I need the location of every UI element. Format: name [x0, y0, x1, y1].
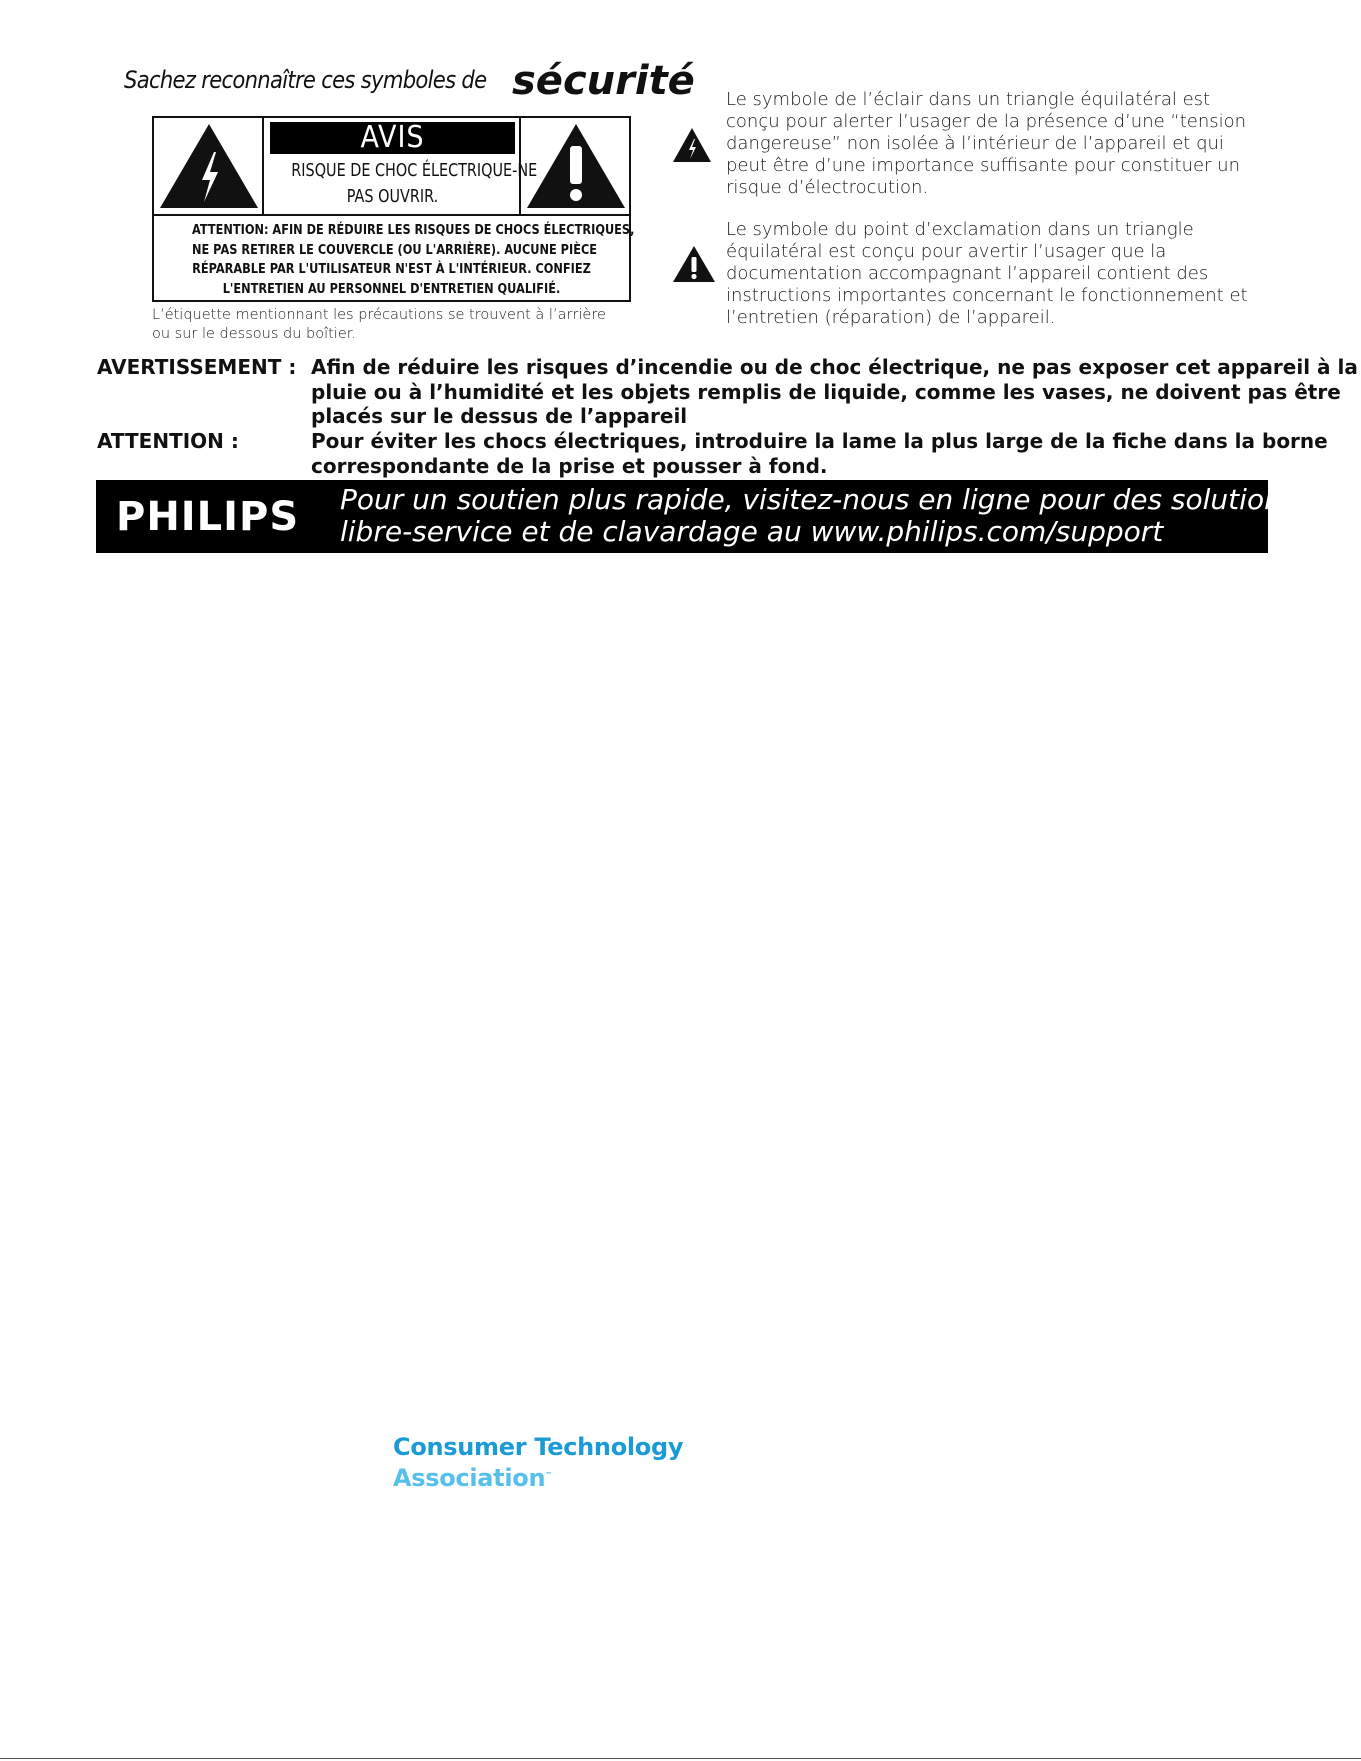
cta-logo-line2-text: Association [393, 1464, 546, 1492]
symbol-text-line: instructions importantes concernant le fonctionnement et [726, 285, 1248, 306]
safety-symbols-heading [124, 58, 695, 104]
lightning-triangle-icon [672, 127, 712, 163]
avis-subtitle-line: PAS OUVRIR. [346, 186, 439, 207]
label-caption [152, 306, 652, 344]
warning-text [311, 355, 1358, 429]
avis-title: AVIS [270, 122, 515, 154]
symbol-text-line: dangereuse” non isolée à l’intérieur de l’appareil et qui [726, 133, 1224, 154]
exclamation-triangle-icon [672, 245, 716, 283]
warning-line: pluie ou à l’humidité et les objets remplis de liquide, comme les vases, ne doivent pas être [311, 379, 1341, 404]
avis-subtitle [291, 158, 538, 210]
philips-logo: PHILIPS [116, 494, 300, 540]
warning-key: ATTENTION : [97, 429, 239, 453]
symbol-text-line: l’entretien (réparation) de l’appareil. [726, 307, 1056, 328]
caution-label [152, 116, 635, 302]
warning-line: correspondante de la prise et pousser à fond. [311, 453, 828, 478]
caption-line: L’étiquette mentionnant les précautions se trouvent à l’arrière [152, 307, 606, 323]
heading-emphasis: sécurité [512, 58, 695, 104]
attention-line: RÉPARABLE PAR L'UTILISATEUR N'EST À L'INTÉRIEUR. CONFIEZ [192, 261, 591, 277]
symbol-text-line: Le symbole de l’éclair dans un triangle équilatéral est [726, 89, 1211, 110]
attention-line: ATTENTION: AFIN DE RÉDUIRE LES RISQUES DE CHOCS ÉLECTRIQUES, [192, 222, 635, 238]
lightning-triangle-icon [158, 122, 260, 210]
caption-line: ou sur le dessous du boîtier. [152, 326, 356, 342]
support-message-line: Pour un soutien plus rapide, visitez-nous en ligne pour des solutions en [340, 483, 1341, 516]
avis-cell [266, 118, 538, 214]
symbol-text-line: équilatéral est conçu pour avertir l’usager que la [726, 241, 1167, 262]
support-message-line: libre-service et de clavardage au www.philips.com/support [340, 515, 1164, 548]
exclamation-symbol-text [726, 219, 1286, 329]
label-right-cell [519, 118, 629, 214]
warning-key: AVERTISSEMENT : [97, 355, 297, 379]
symbol-text-line: conçu pour alerter l’usager de la présence d’une “tension [726, 111, 1247, 132]
warning-line: placés sur le dessus de l’appareil [311, 404, 688, 428]
label-left-cell [154, 118, 264, 214]
symbol-text-line: Le symbole du point d’exclamation dans un triangle [726, 219, 1194, 240]
heading-prefix: Sachez reconnaître ces symboles de [124, 66, 487, 94]
attention-line: L'ENTRETIEN AU PERSONNEL D'ENTRETIEN QUALIFIÉ. [222, 280, 561, 297]
bottom-divider [0, 1758, 1361, 1759]
cta-logo-line2 [393, 1461, 683, 1492]
cta-logo [393, 1433, 683, 1492]
warning-line: Afin de réduire les risques d’incendie ou de choc électrique, ne pas exposer cet appareil à la [311, 355, 1358, 379]
symbol-text-line: peut être d’une importance suffisante pour constituer un [726, 155, 1241, 176]
cta-logo-line1: Consumer Technology [393, 1433, 684, 1461]
warning-line: Pour éviter les chocs électriques, introduire la lame la plus large de la fiche dans la borne [311, 429, 1328, 453]
caution-label-top [154, 118, 629, 216]
caution-label-attention [154, 218, 635, 299]
trademark-symbol: ™ [545, 1471, 552, 1479]
lightning-symbol-text [726, 89, 1286, 199]
symbol-text-line: risque d’électrocution. [726, 177, 929, 198]
support-banner [96, 480, 1341, 553]
support-message [340, 483, 1341, 548]
symbol-text-line: documentation accompagnant l’appareil contient des [726, 263, 1209, 284]
warning-text [311, 429, 1328, 478]
attention-line: NE PAS RETIRER LE COUVERCLE (OU L'ARRIÈRE). AUCUNE PIÈCE [192, 241, 598, 258]
avis-subtitle-line: RISQUE DE CHOC ÉLECTRIQUE-NE [291, 160, 538, 181]
exclamation-triangle-icon [525, 122, 627, 210]
